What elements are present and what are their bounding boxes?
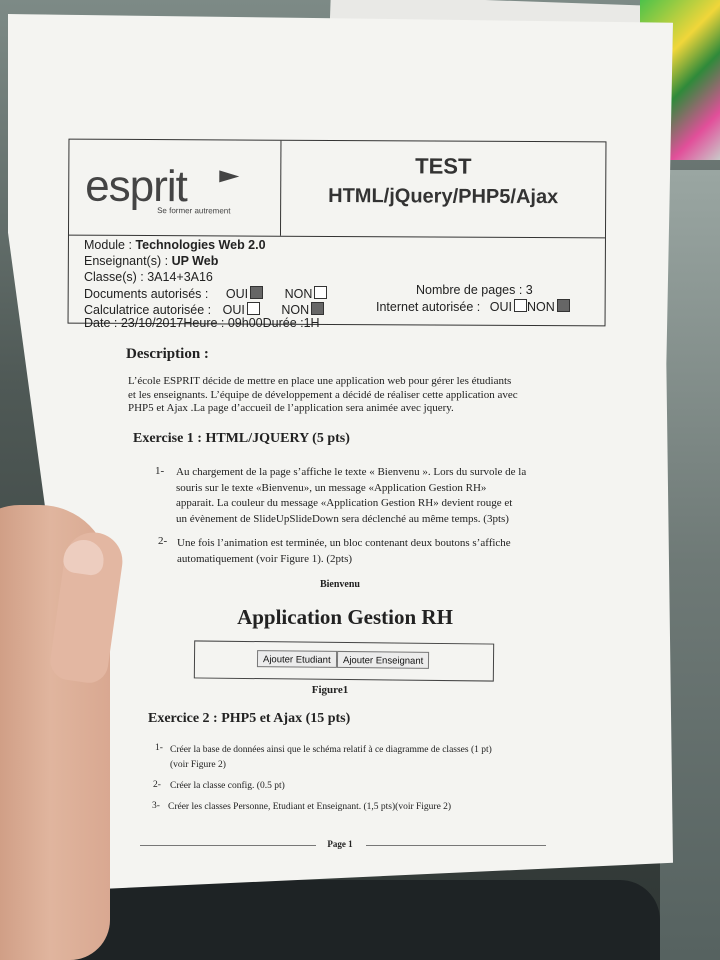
test-title: TEST	[415, 153, 472, 179]
page-count: Nombre de pages : 3	[416, 283, 533, 297]
documents-non-checkbox	[314, 286, 327, 299]
footer-rule-left	[140, 845, 316, 846]
ajouter-enseignant-button[interactable]: Ajouter Enseignant	[337, 651, 429, 669]
internet-oui-checkbox	[514, 299, 527, 312]
ex1-item1-text: Au chargement de la page s’affiche le texte « Bienvenu ». Lors du survole de la souris sur le texte «Bienvenu», un message «Application Gestion RH» apparait. La couleur du message «Application Gestion RH» devient rouge et un évènement de SlideUpSlideDown sera déclenché au même temps. (3pts)	[176, 466, 527, 525]
ex2-item1-text: Créer la base de données ainsi que le schéma relatif à ce diagramme de classes (1 pt) (voir Figure 2)	[170, 745, 492, 770]
figure-button-block	[194, 640, 494, 681]
documents-line: Documents autorisés : OUI NON	[84, 286, 327, 301]
test-subtitle: HTML/jQuery/PHP5/Ajax	[328, 184, 559, 209]
teacher-value: UP Web	[171, 254, 219, 268]
classes-line: Classe(s) : 3A14+3A16	[84, 270, 213, 284]
calculator-oui-checkbox	[247, 302, 260, 315]
internet-line: Internet autorisée : OUI NON	[376, 299, 570, 314]
exercise2-heading: Exercice 2 : PHP5 et Ajax (15 pts)	[148, 711, 351, 726]
ex2-item1-number: 1-	[155, 743, 163, 753]
date-line: Date : 23/10/2017Heure : 09h00Durée :1H	[84, 316, 320, 330]
description-text: L’école ESPRIT décide de mettre en place une application web pour gérer les étudiants et les enseignants. L’équipe de développement a décidé de réaliser cette application avec PHP5 et Ajax .La page d’accueil de l’application sera animée avec jquery.	[128, 375, 518, 414]
esprit-logo: esprit	[85, 161, 187, 212]
logo-arrow-icon	[219, 170, 239, 182]
logo-cell	[69, 140, 281, 236]
ex1-item2-text: Une fois l’animation est terminée, un bloc contenant deux boutons s’affiche automatiquement (voir Figure 1). (2pts)	[177, 537, 511, 565]
calculator-non-checkbox	[311, 302, 324, 315]
footer-rule-right	[366, 845, 546, 846]
module-value: Technologies Web 2.0	[135, 238, 266, 252]
ex2-item2-text: Créer la classe config. (0.5 pt)	[170, 781, 285, 791]
ex2-item3-number: 3-	[152, 801, 160, 811]
figure-bienvenu: Bienvenu	[319, 579, 360, 590]
internet-non-checkbox	[557, 299, 570, 312]
title-cell	[281, 141, 605, 238]
documents-oui-checkbox	[250, 286, 263, 299]
ex2-item3-text: Créer les classes Personne, Etudiant et Enseignant. (1,5 pts)(voir Figure 2)	[168, 802, 452, 812]
exercise1-heading: Exercise 1 : HTML/JQUERY (5 pts)	[133, 431, 350, 446]
logo-tagline: Se former autrement	[157, 206, 231, 216]
figure-caption: Figure1	[311, 684, 349, 696]
figure-app-title: Application Gestion RH	[237, 605, 453, 629]
description-heading: Description :	[126, 346, 209, 362]
ex2-item2-number: 2-	[153, 780, 161, 790]
module-line: Module : Technologies Web 2.0	[84, 238, 266, 252]
calculator-line: Calculatrice autorisée : OUI NON	[84, 302, 324, 317]
ex1-item2-number: 2-	[158, 535, 168, 547]
ajouter-etudiant-button[interactable]: Ajouter Etudiant	[257, 650, 337, 668]
teacher-line: Enseignant(s) : UP Web	[84, 254, 219, 268]
ex1-item1-number: 1-	[155, 465, 165, 477]
page-number: Page 1	[327, 839, 353, 849]
